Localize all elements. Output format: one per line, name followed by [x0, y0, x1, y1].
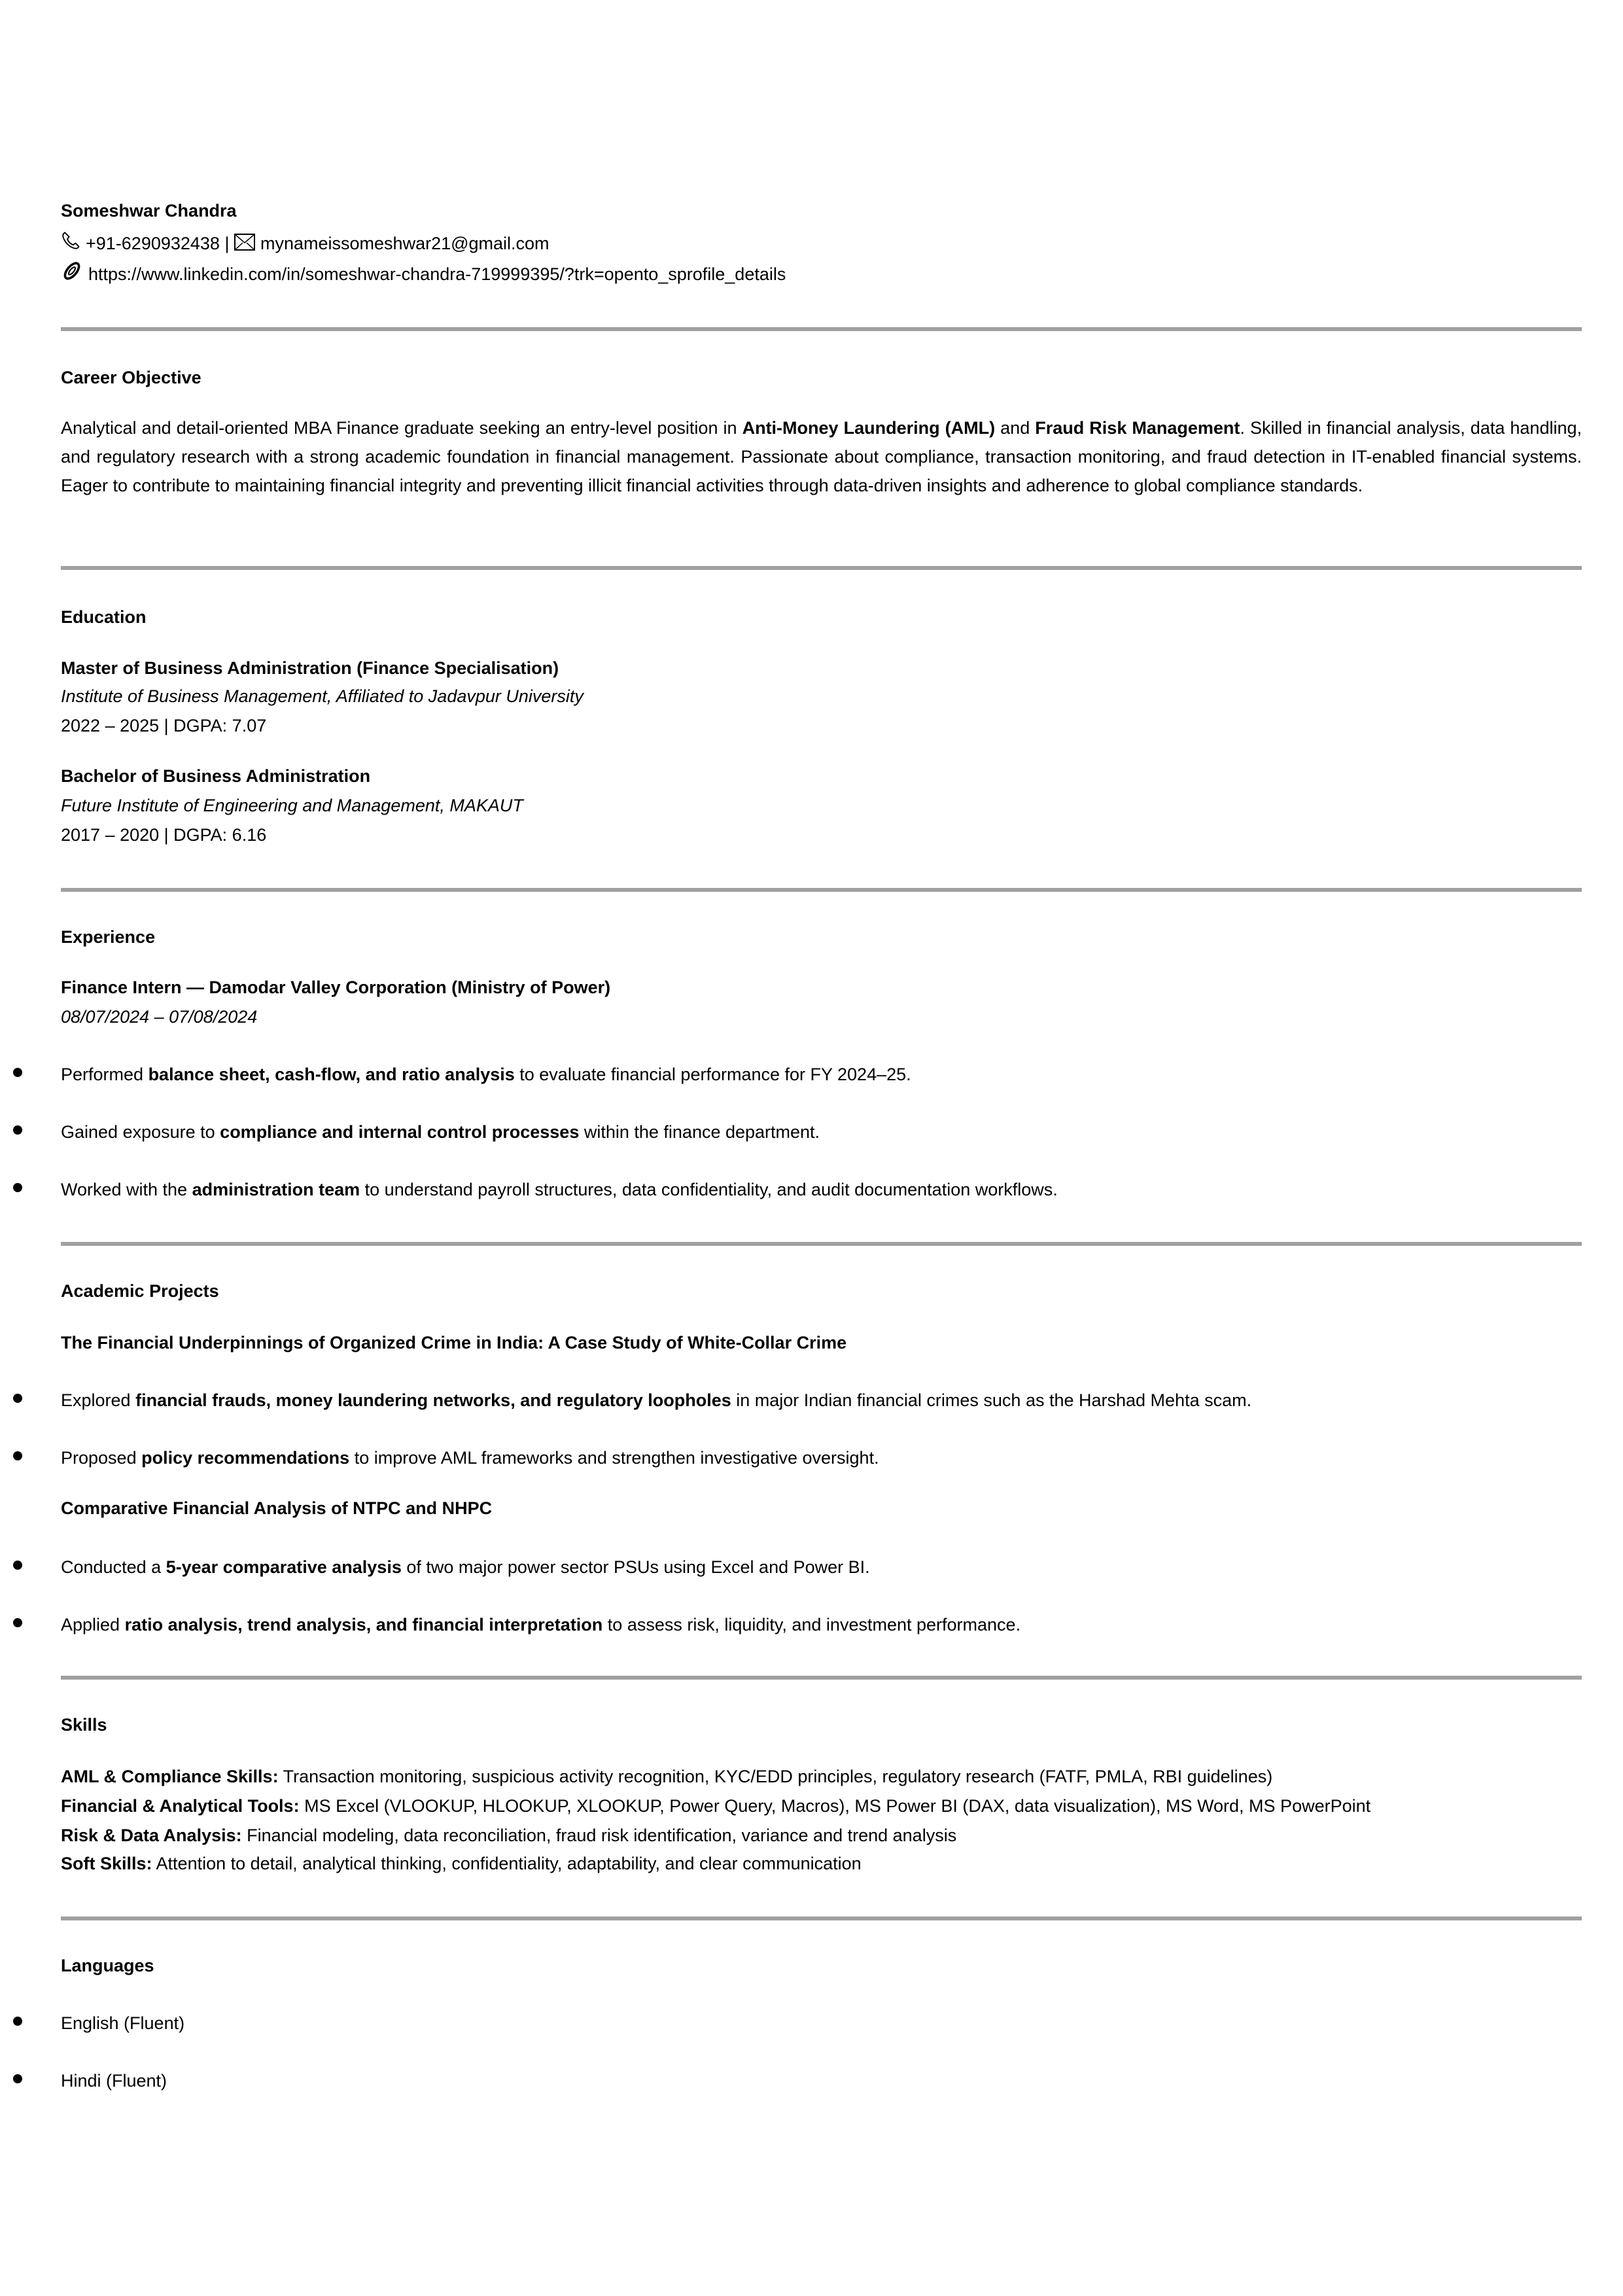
text: Explored: [61, 1390, 136, 1410]
bold-text: ratio analysis, trend analysis, and financial interpretation: [124, 1615, 603, 1634]
divider: [61, 1242, 1582, 1246]
text: Performed: [61, 1065, 148, 1084]
skill-line: [61, 1762, 1582, 1791]
project-title: Comparative Financial Analysis of NTPC and NHPC: [61, 1498, 493, 1518]
contact-line: [61, 229, 1582, 258]
text: Worked with the: [61, 1180, 192, 1199]
skill-line: [61, 1792, 1582, 1820]
list-item: [61, 1118, 1582, 1146]
text: Applied: [61, 1615, 125, 1634]
text: within the finance department.: [579, 1122, 820, 1142]
section-heading-experience: Experience: [61, 927, 156, 947]
degree: Master of Business Administration (Finance Specialisation): [61, 658, 559, 678]
skill-text: Financial modeling, data reconciliation, fraud risk identification, variance and trend analysis: [241, 1826, 957, 1845]
bullet-icon: [13, 1618, 22, 1627]
bullet-icon: [13, 1068, 22, 1077]
skill-line: [61, 1821, 1582, 1850]
bullet-icon: [13, 1451, 22, 1460]
text: Gained exposure to: [61, 1122, 220, 1142]
list-item: [61, 1175, 1582, 1204]
text: to improve AML frameworks and strengthen investigative oversight.: [349, 1448, 879, 1468]
bullet-icon: [13, 1394, 22, 1403]
divider: [61, 566, 1582, 570]
bullet-icon: [13, 1125, 22, 1135]
bullet-icon: [13, 1183, 22, 1192]
bullet-icon: [13, 2017, 22, 2026]
skill-label: Risk & Data Analysis:: [61, 1826, 242, 1845]
bold-text: policy recommendations: [141, 1448, 350, 1468]
objective-text: [61, 414, 1582, 500]
list-item: [61, 1610, 1582, 1639]
education-details: 2022 – 2025 | DGPA: 7.07: [61, 716, 267, 735]
text: to understand payroll structures, data confidentiality, and audit documentation workflows.: [360, 1180, 1058, 1199]
job-title: Finance Intern — Damodar Valley Corporation (Ministry of Power): [61, 978, 611, 997]
section-heading-projects: Academic Projects: [61, 1281, 219, 1301]
skill-label: Soft Skills:: [61, 1854, 152, 1873]
list-item: [61, 1553, 1582, 1581]
section-heading-objective: Career Objective: [61, 368, 201, 387]
project-title: The Financial Underpinnings of Organized Crime in India: A Case Study of White-Collar Crime: [61, 1333, 847, 1352]
candidate-name: Someshwar Chandra: [61, 201, 237, 221]
list-item: [61, 1386, 1582, 1415]
job-dates: 08/07/2024 – 07/08/2024: [61, 1007, 258, 1027]
skill-line: [61, 1849, 1582, 1878]
bullet-icon: [13, 1561, 22, 1570]
institute: Institute of Business Management, Affiliated to Jadavpur University: [61, 686, 584, 706]
divider: [61, 1916, 1582, 1920]
list-item: [61, 1060, 1582, 1089]
education-details: 2017 – 2020 | DGPA: 6.16: [61, 825, 267, 845]
text: to assess risk, liquidity, and investment performance.: [602, 1615, 1021, 1634]
bold-text: financial frauds, money laundering networks, and regulatory loopholes: [135, 1390, 731, 1410]
language-item: Hindi (Fluent): [61, 2071, 167, 2091]
linkedin-line: [61, 260, 1582, 289]
text: Conducted a: [61, 1557, 166, 1577]
text: Analytical and detail-oriented MBA Finance graduate seeking an entry-level position in: [61, 418, 742, 438]
skill-text: Attention to detail, analytical thinking, confidentiality, adaptability, and clear communication: [152, 1854, 862, 1873]
text: Proposed: [61, 1448, 142, 1468]
text: and: [995, 418, 1036, 438]
email-link[interactable]: mynameissomeshwar21@gmail.com: [260, 234, 550, 253]
degree: Bachelor of Business Administration: [61, 766, 371, 786]
skill-text: MS Excel (VLOOKUP, HLOOKUP, XLOOKUP, Power Query, Macros), MS Power BI (DAX, data visualization), MS Word, MS PowerPoint: [299, 1796, 1371, 1816]
divider: [61, 1676, 1582, 1680]
text: of two major power sector PSUs using Excel and Power BI.: [401, 1557, 870, 1577]
linkedin-link[interactable]: https://www.linkedin.com/in/someshwar-chandra-719999395/?trk=opento_sprofile_details: [88, 264, 786, 284]
phone-number[interactable]: +91-6290932438: [86, 234, 220, 253]
bold-text: 5-year comparative analysis: [166, 1557, 402, 1577]
bold-text: balance sheet, cash-flow, and ratio analysis: [148, 1065, 515, 1084]
separator: |: [224, 234, 230, 253]
bold-text: administration team: [192, 1180, 360, 1199]
skill-label: Financial & Analytical Tools:: [61, 1796, 300, 1816]
skill-label: AML & Compliance Skills:: [61, 1767, 279, 1786]
language-item: English (Fluent): [61, 2013, 185, 2033]
bold-text: Anti-Money Laundering (AML): [742, 418, 996, 438]
section-heading-skills: Skills: [61, 1715, 107, 1735]
text: . Skilled in financial analysis, data handling, and regulatory research with a strong academic foundation in financial management. Passionate about compliance, transaction monitoring, and fraud detection in IT-enabled financial systems. Eager to contribute to maintaining financial integrity and preventing illicit financial activities through data-driven insights and adherence to global compliance standards.: [61, 418, 1582, 495]
bold-text: compliance and internal control processes: [220, 1122, 580, 1142]
section-heading-languages: Languages: [61, 1956, 154, 1975]
bold-text: Fraud Risk Management: [1035, 418, 1240, 438]
divider: [61, 327, 1582, 331]
skill-text: Transaction monitoring, suspicious activity recognition, KYC/EDD principles, regulatory research (FATF, PMLA, RBI guidelines): [278, 1767, 1273, 1786]
bullet-icon: [13, 2074, 22, 2083]
list-item: [61, 1443, 1582, 1472]
section-heading-education: Education: [61, 607, 147, 627]
phone-icon: [61, 230, 80, 259]
link-icon: [61, 260, 83, 291]
text: in major Indian financial crimes such as the Harshad Mehta scam.: [731, 1390, 1252, 1410]
email-icon: [234, 230, 255, 259]
divider: [61, 888, 1582, 892]
text: to evaluate financial performance for FY 2024–25.: [514, 1065, 911, 1084]
institute: Future Institute of Engineering and Management, MAKAUT: [61, 796, 523, 815]
